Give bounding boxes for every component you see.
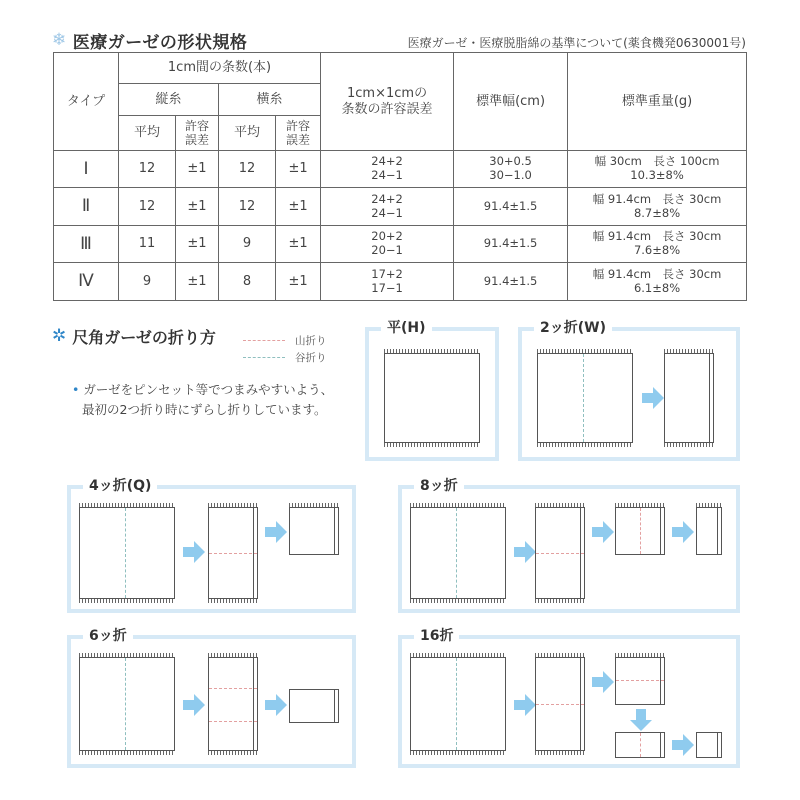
table-row: Ⅰ 12 ±1 12 ±1 24+2 24−1 30+0.5 30−1.0 幅 30cm 長さ 100cm 10.3±8%: [54, 151, 747, 188]
folding-note: • ガーゼをピンセット等でつまみやすいよう、 最初の2つ折り時にずらし折りしています。: [72, 382, 334, 417]
gauze-spec-table: [53, 52, 747, 301]
arrow-right-icon: [592, 521, 614, 543]
header-weft-average: 平均: [219, 116, 276, 151]
table-row: Ⅳ 9 ±1 8 ±1 17+2 17−1 91.4±1.5 幅 91.4cm 長さ 30cm 6.1±8%: [54, 263, 747, 301]
header-warp-tolerance: 許容 誤差: [176, 116, 219, 151]
arrow-right-icon: [265, 521, 287, 543]
gauze-unfolded: [537, 353, 633, 443]
gauze-half-folded: [664, 353, 714, 443]
header-warp: 縦糸: [119, 84, 219, 116]
gauze-half-folded: [535, 657, 585, 751]
valley-fold: [583, 354, 584, 442]
folding-title: ✲ 尺角ガーゼの折り方: [52, 326, 216, 347]
gauze-quarter-folded: [615, 507, 665, 555]
page-title-text: 医療ガーゼの形状規格: [72, 33, 248, 53]
valley-fold-line: [243, 357, 285, 358]
arrow-right-icon: [642, 387, 664, 409]
gauze-sixteenth-folded: [696, 732, 722, 758]
fold-box-eighth: 8ッ折: [398, 485, 740, 613]
gauze-half-folded: [208, 507, 258, 599]
gauze-half-folded: [535, 507, 585, 599]
page-title: [52, 28, 247, 53]
header-weft: 横糸: [219, 84, 321, 116]
gauze-eighth-folded: [615, 732, 665, 758]
gauze-unfolded: [79, 507, 175, 599]
snowflake-icon: ❄: [52, 30, 67, 50]
mountain-fold-line: [243, 340, 285, 341]
arrow-right-icon: [514, 541, 536, 563]
fold-box-sixth: 6ッ折: [67, 635, 356, 768]
gauze-quarter-folded: [289, 507, 339, 555]
gauze-unfolded: [410, 507, 506, 599]
header-type: タイプ: [54, 53, 119, 151]
arrow-right-icon: [183, 541, 205, 563]
gauze-sixth-folded: [289, 689, 339, 723]
table-row: Ⅱ 12 ±1 12 ±1 24+2 24−1 91.4±1.5 幅 91.4cm 長さ 30cm 8.7±8%: [54, 188, 747, 226]
gauze-quarter-folded: [615, 657, 665, 705]
arrow-right-icon: [183, 694, 205, 716]
bullet-icon: •: [72, 382, 80, 397]
arrow-down-icon: [630, 709, 652, 731]
arrow-right-icon: [592, 671, 614, 693]
gauze-unfolded: [410, 657, 506, 751]
header-weft-tolerance: 許容 誤差: [276, 116, 321, 151]
header-thread-count: 1cm間の条数(本): [119, 53, 321, 84]
legend-valley-fold: 谷折り: [243, 350, 327, 365]
fold-box-flat: 平(H): [365, 327, 499, 461]
gauze-eighth-folded: [696, 507, 722, 555]
arrow-right-icon: [514, 694, 536, 716]
fold-box-sixteenth: 16折: [398, 635, 740, 768]
reference-note: 医療ガーゼ・医療脱脂綿の基準について(薬食機発0630001号): [407, 36, 746, 50]
table-row: Ⅲ 11 ±1 9 ±1 20+2 20−1 91.4±1.5 幅 91.4cm 長さ 30cm 7.6±8%: [54, 226, 747, 263]
fold-box-quarter: 4ッ折(Q): [67, 485, 356, 613]
arrow-right-icon: [672, 521, 694, 543]
legend-mountain-fold: 山折り: [243, 333, 327, 348]
header-std-width: 標準幅(cm): [454, 53, 568, 151]
header-std-weight: 標準重量(g): [568, 53, 747, 151]
arrow-right-icon: [672, 734, 694, 756]
asterisk-flower-icon: ✲: [52, 326, 67, 346]
header-grid-tolerance: 1cm×1cmの 条数の許容誤差: [321, 53, 454, 151]
gauze-flat: [384, 353, 480, 443]
gauze-unfolded: [79, 657, 175, 751]
arrow-right-icon: [265, 694, 287, 716]
header-warp-average: 平均: [119, 116, 176, 151]
fold-box-half: 2ッ折(W): [518, 327, 740, 461]
gauze-half-folded: [208, 657, 258, 751]
